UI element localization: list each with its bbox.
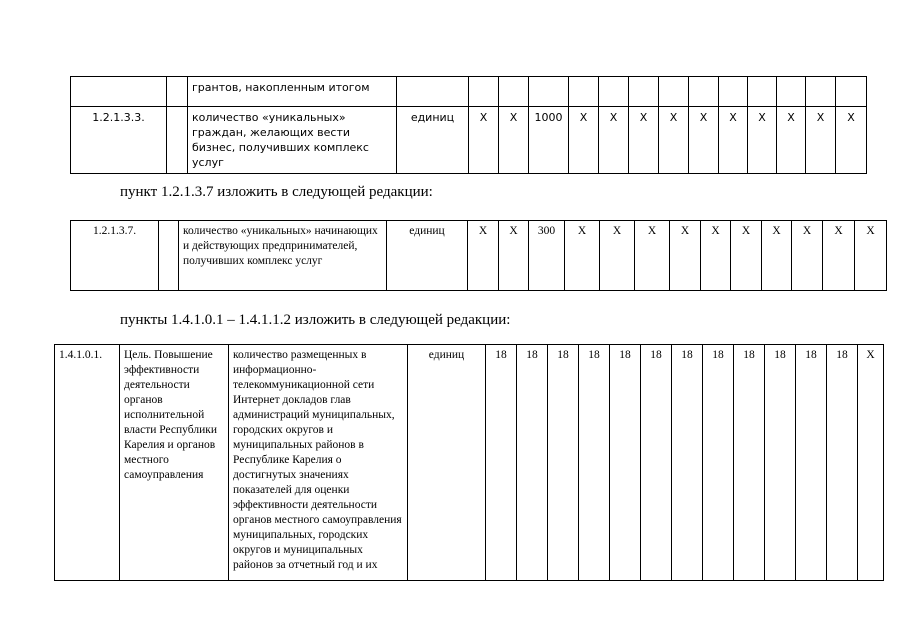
table-2 (70, 220, 887, 291)
value-cell: X (635, 221, 670, 291)
value-cell: 18 (672, 345, 703, 581)
table-row (71, 221, 887, 291)
value-cell: X (629, 107, 659, 174)
goal-cell: Цель. Повышение эффективности деятельности органов исполнительной власти Республики Карелия и органов местного самоуправления (120, 345, 229, 581)
value-cell: X (731, 221, 762, 291)
unit-cell: единиц (408, 345, 486, 581)
value-cell: X (569, 107, 599, 174)
code-cell: 1.2.1.3.7. (71, 221, 159, 291)
table-row (55, 345, 884, 581)
indicator-cell: количество «уникальных» начинающих и действующих предпринимателей, получивших комплекс услуг (179, 221, 387, 291)
value-cell: X (777, 107, 806, 174)
paragraph-2: пункты 1.4.1.0.1 – 1.4.1.1.2 изложить в следующей редакции: (120, 312, 511, 328)
value-cell: X (469, 107, 499, 174)
paragraph-1: пункт 1.2.1.3.7 изложить в следующей редакции: (120, 184, 433, 200)
value-cell: X (565, 221, 600, 291)
value-cell: X (836, 107, 867, 174)
value-cell: X (806, 107, 836, 174)
value-cell: X (719, 107, 748, 174)
code-cell: 1.4.1.0.1. (55, 345, 120, 581)
value-cell: X (823, 221, 855, 291)
value-cell: X (855, 221, 887, 291)
table-row (71, 77, 867, 107)
value-cell: 18 (641, 345, 672, 581)
table-1 (70, 76, 867, 174)
table-row (71, 107, 867, 174)
value-cell: X (792, 221, 823, 291)
value-cell: X (659, 107, 689, 174)
value-cell: 18 (734, 345, 765, 581)
value-cell: X (599, 107, 629, 174)
value-cell: 300 (529, 221, 565, 291)
value-cell: 18 (579, 345, 610, 581)
value-cell: 18 (517, 345, 548, 581)
indicator-cell: количество размещенных в информационно-телекоммуникационной сети Интернет докладов глав администраций муниципальных, городских округов и муниципальных районов в Республике Карелия о достигнутых значениях показателей для оценки эффективности деятельности органов местного самоуправления муниципальных, городских округов и муниципальных районов за отчетный год и их (229, 345, 408, 581)
value-cell: X (499, 221, 529, 291)
code-cell: 1.2.1.3.3. (71, 107, 167, 174)
value-cell: 18 (796, 345, 827, 581)
value-cell: 18 (486, 345, 517, 581)
indicator-cell: количество «уникальных» граждан, желающих вести бизнес, получивших комплекс услуг (188, 107, 397, 174)
value-cell: 18 (827, 345, 858, 581)
value-cell: X (670, 221, 701, 291)
value-cell: X (748, 107, 777, 174)
unit-cell: единиц (387, 221, 468, 291)
value-cell: X (600, 221, 635, 291)
value-cell: X (499, 107, 529, 174)
value-cell: X (689, 107, 719, 174)
value-cell: 1000 (529, 107, 569, 174)
value-cell: 18 (703, 345, 734, 581)
value-cell: 18 (610, 345, 641, 581)
unit-cell: единиц (397, 107, 469, 174)
value-cell: 18 (548, 345, 579, 581)
value-cell: X (858, 345, 884, 581)
value-cell: X (762, 221, 792, 291)
value-cell: X (468, 221, 499, 291)
indicator-cell: грантов, накопленным итогом (188, 77, 397, 107)
table-3 (54, 344, 884, 581)
value-cell: X (701, 221, 731, 291)
value-cell: 18 (765, 345, 796, 581)
